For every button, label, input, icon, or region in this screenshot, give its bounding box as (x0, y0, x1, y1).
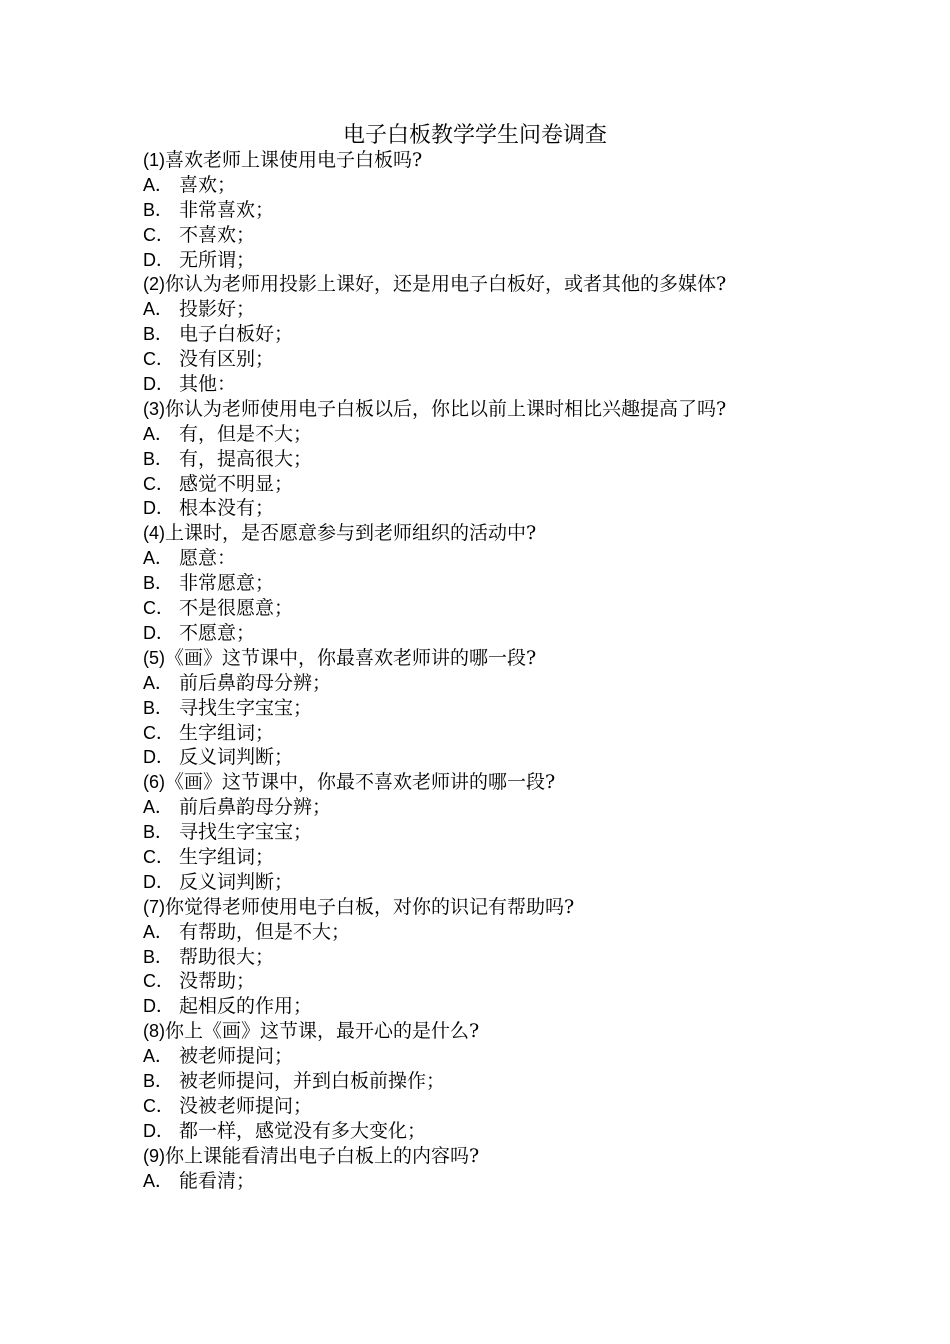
option-text: 寻找生字宝宝； (179, 821, 313, 844)
option-item (143, 347, 813, 372)
option-item (143, 472, 813, 497)
option-item (143, 820, 813, 845)
option-letter: D． (143, 622, 174, 643)
option-letter: C． (143, 224, 174, 245)
option-text: 其他： (179, 373, 237, 396)
option-text: 都一样，感觉没有多大变化； (179, 1119, 427, 1142)
question-9 (143, 1144, 813, 1169)
option-text: 起相反的作用； (179, 995, 313, 1018)
question-6 (143, 770, 813, 795)
option-item (143, 920, 813, 945)
option-item (143, 596, 813, 621)
option-item (143, 994, 813, 1019)
option-item (143, 173, 813, 198)
option-letter: A． (143, 174, 174, 195)
option-text: 反义词判断； (179, 870, 294, 893)
option-letter: D． (143, 996, 174, 1017)
option-letter: B． (143, 448, 174, 469)
option-item (143, 721, 813, 746)
option-letter: B． (143, 1070, 174, 1091)
option-item (143, 1069, 813, 1094)
option-item (143, 945, 813, 970)
option-letter: C． (143, 598, 174, 619)
option-letter: C． (143, 971, 174, 992)
question-number: (8) (143, 1021, 165, 1042)
option-letter: B． (143, 573, 174, 594)
option-text: 电子白板好； (179, 323, 294, 346)
question-number: (7) (143, 896, 165, 917)
option-item (143, 248, 813, 273)
option-letter: A． (143, 921, 174, 942)
document-title: 电子白板教学学生问卷调查 (342, 123, 607, 148)
option-item (143, 969, 813, 994)
option-item (143, 845, 813, 870)
option-text: 有帮助，但是不大； (179, 920, 351, 943)
question-number: (3) (143, 398, 165, 419)
option-letter: C． (143, 1095, 174, 1116)
option-item (143, 297, 813, 322)
option-letter: B． (143, 946, 174, 967)
option-letter: D． (143, 374, 174, 395)
question-1 (143, 148, 813, 173)
option-text: 投影好； (179, 298, 256, 321)
option-text: 有，但是不大； (179, 422, 313, 445)
question-text: 你认为老师用投影上课好，还是用电子白板好，或者其他的多媒体? (165, 273, 727, 296)
option-item (143, 496, 813, 521)
option-item (143, 1169, 813, 1194)
option-letter: A． (143, 1046, 174, 1067)
option-text: 喜欢； (179, 173, 237, 196)
option-letter: B． (143, 697, 174, 718)
question-text: 上课时，是否愿意参与到老师组织的活动中? (165, 522, 537, 545)
option-letter: B． (143, 199, 174, 220)
option-item (143, 223, 813, 248)
question-number: (4) (143, 523, 165, 544)
option-item (143, 671, 813, 696)
option-text: 能看清； (179, 1169, 256, 1192)
option-text: 非常愿意； (179, 572, 275, 595)
option-letter: A． (143, 548, 174, 569)
option-item (143, 795, 813, 820)
option-text: 不喜欢； (179, 223, 256, 246)
question-number: (5) (143, 647, 165, 668)
option-item (143, 198, 813, 223)
option-item (143, 696, 813, 721)
option-text: 寻找生字宝宝； (179, 696, 313, 719)
question-3 (143, 397, 813, 422)
option-letter: C． (143, 473, 174, 494)
question-number: (1) (143, 150, 165, 170)
option-letter: A． (143, 672, 174, 693)
option-letter: D． (143, 747, 174, 768)
option-letter: B． (143, 822, 174, 843)
option-item (143, 546, 813, 571)
option-letter: A． (143, 423, 174, 444)
question-8 (143, 1019, 813, 1044)
option-letter: D． (143, 249, 174, 270)
option-text: 没帮助； (179, 970, 256, 993)
option-letter: C． (143, 722, 174, 743)
question-text: 你上课能看清出电子白板上的内容吗? (165, 1144, 480, 1167)
option-text: 感觉不明显； (179, 472, 294, 495)
option-text: 不愿意； (179, 621, 256, 644)
question-text: 喜欢老师上课使用电子白板吗? (165, 149, 423, 171)
option-letter: A． (143, 299, 174, 320)
option-letter: A． (143, 797, 174, 818)
option-letter: B． (143, 324, 174, 345)
option-text: 愿意： (179, 547, 237, 570)
option-item (143, 372, 813, 397)
question-4 (143, 521, 813, 546)
question-7 (143, 895, 813, 920)
option-item (143, 571, 813, 596)
option-text: 根本没有； (179, 497, 275, 520)
option-item (143, 1094, 813, 1119)
option-letter: D． (143, 1120, 174, 1141)
question-number: (6) (143, 772, 165, 793)
question-text: 《画》这节课中，你最喜欢老师讲的哪一段? (165, 646, 537, 669)
option-item (143, 422, 813, 447)
option-text: 生字组词； (179, 721, 275, 744)
question-5 (143, 646, 813, 671)
option-text: 被老师提问； (179, 1045, 294, 1068)
option-item (143, 322, 813, 347)
question-text: 你觉得老师使用电子白板，对你的识记有帮助吗? (165, 895, 575, 918)
question-number: (9) (143, 1145, 165, 1166)
option-item (143, 745, 813, 770)
questionnaire-body (143, 148, 813, 1193)
question-number: (2) (143, 274, 165, 295)
question-text: 你认为老师使用电子白板以后，你比以前上课时相比兴趣提高了吗? (165, 397, 727, 420)
option-item (143, 870, 813, 895)
option-text: 有，提高很大； (179, 447, 313, 470)
option-text: 没有区别； (179, 348, 275, 371)
question-text: 《画》这节课中，你最不喜欢老师讲的哪一段? (165, 771, 556, 794)
option-text: 反义词判断； (179, 746, 294, 769)
option-letter: D． (143, 871, 174, 892)
option-text: 被老师提问，并到白板前操作； (179, 1069, 446, 1092)
option-letter: C． (143, 846, 174, 867)
option-text: 前后鼻韵母分辨； (179, 796, 332, 819)
option-item (143, 621, 813, 646)
option-text: 无所谓； (179, 248, 256, 271)
question-2 (143, 272, 813, 297)
option-letter: A． (143, 1170, 174, 1191)
option-text: 没被老师提问； (179, 1094, 313, 1117)
question-text: 你上《画》这节课，最开心的是什么? (165, 1020, 480, 1043)
option-text: 非常喜欢； (179, 198, 275, 221)
option-letter: C． (143, 349, 174, 370)
option-item (143, 1044, 813, 1069)
option-item (143, 1119, 813, 1144)
option-text: 生字组词； (179, 845, 275, 868)
option-text: 前后鼻韵母分辨； (179, 671, 332, 694)
option-item (143, 447, 813, 472)
option-text: 不是很愿意； (179, 597, 294, 620)
option-letter: D． (143, 498, 174, 519)
option-text: 帮助很大； (179, 945, 275, 968)
